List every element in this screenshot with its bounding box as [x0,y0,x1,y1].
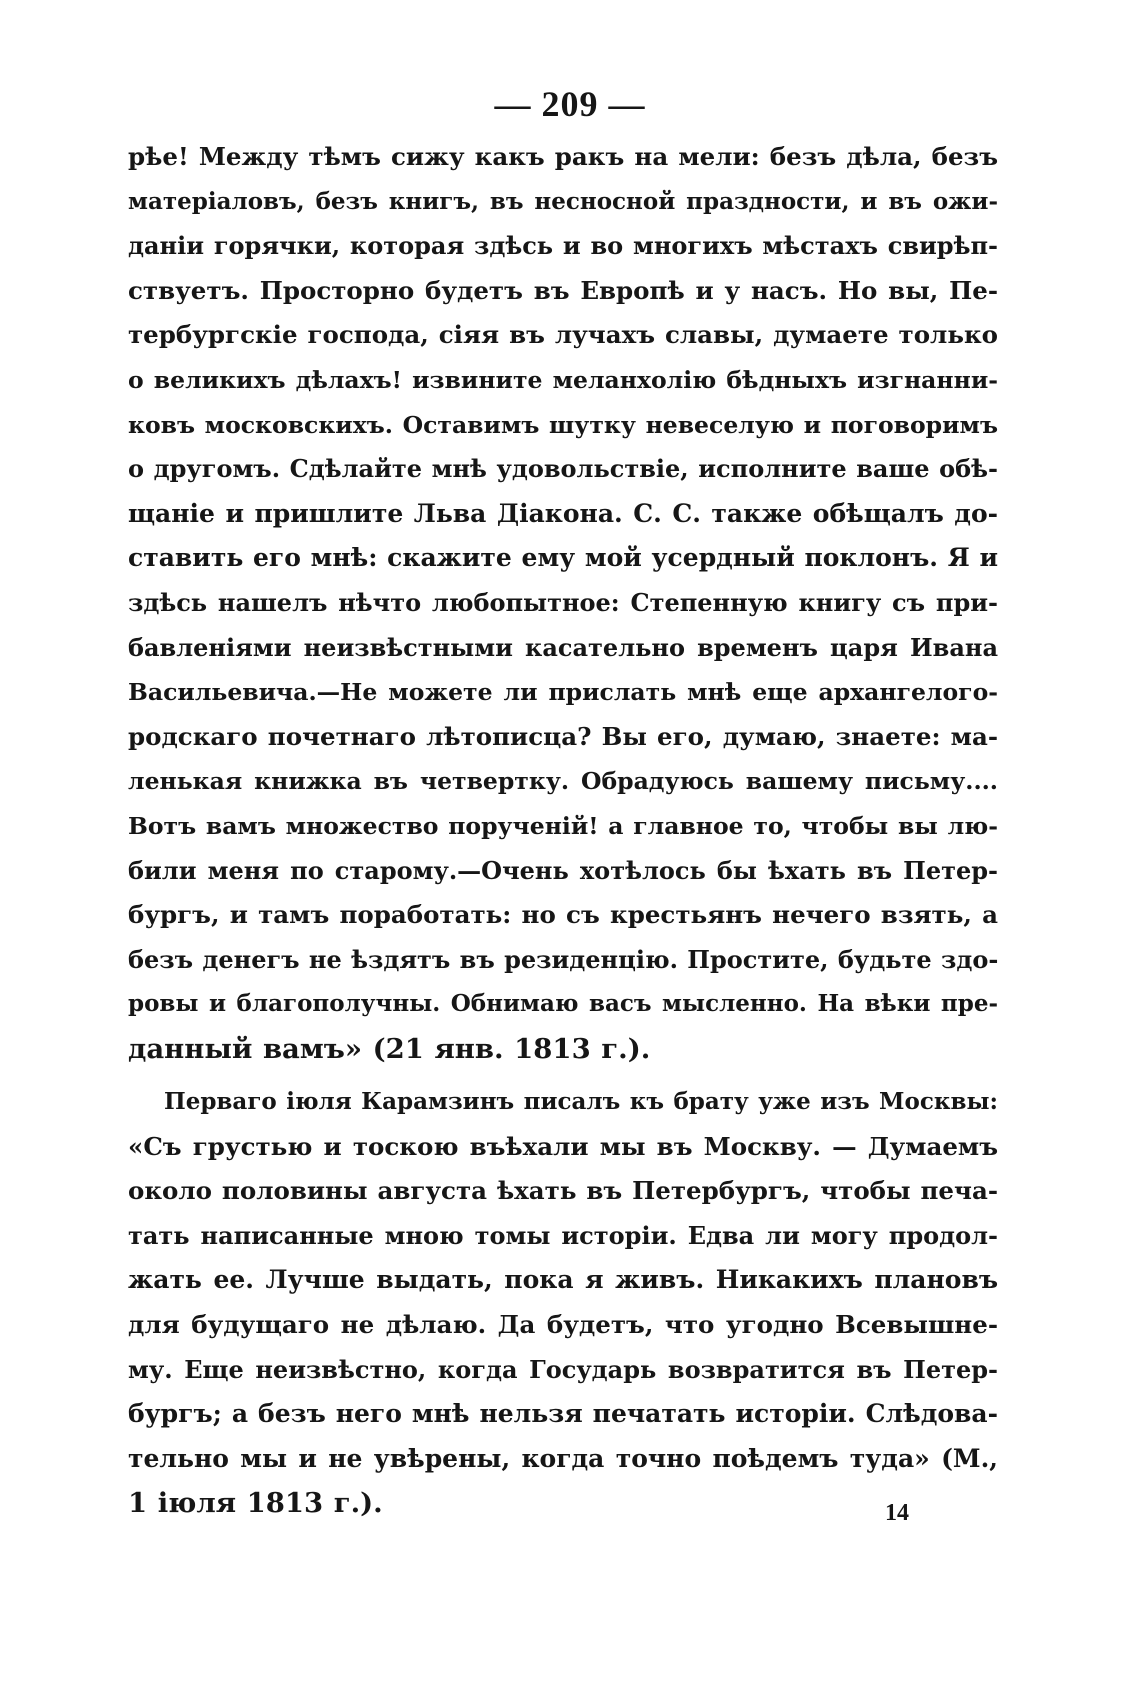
text-line: матеріаловъ, безъ книгъ, въ несносной праздности, и въ ожи- [128,187,998,215]
text-line: ленькая книжка въ четвертку. Обрадуюсь вашему письму.... [128,767,998,796]
text-line: тельно мы и не увѣрены, когда точно поѣдемъ туда» (М., [128,1443,998,1473]
text-line: здѣсь нашелъ нѣчто любопытное: Степенную книгу съ при- [128,587,998,617]
text-line: безъ денегъ не ѣздятъ въ резиденцію. Простите, будьте здо- [128,944,999,974]
page-number-header: — 209 — [494,84,646,124]
text-line: ковъ московскихъ. Оставимъ шутку невеселую и поговоримъ [128,410,998,439]
text-line: тать написанные мною томы исторіи. Едва ли могу продол- [128,1220,998,1250]
text-line: ствуетъ. Просторно будетъ въ Европѣ и у насъ. Но вы, Пе- [128,275,998,305]
text-line: бургъ, и тамъ поработать: но съ крестьянъ нечего взять, а [128,900,998,930]
text-line: даніи горячки, которая здѣсь и во многихъ мѣстахъ свирѣп- [128,231,998,261]
text-line: били меня по старому.—Очень хотѣлось бы ѣхать въ Петер- [128,855,998,885]
narrative-paragraph [128,1080,998,1526]
text-line: Васильевича.—Не можете ли прислать мнѣ еще архангелого- [128,678,998,707]
text-line: щаніе и пришлите Льва Діакона. С. С. также обѣщалъ до- [128,498,998,528]
text-line: «Съ грустью и тоскою въѣхали мы въ Москву. — Думаемъ [128,1131,998,1161]
text-line: бургъ; а безъ него мнѣ нельзя печатать исторіи. Слѣдова- [128,1399,998,1429]
text-line: жать ее. Лучше выдать, пока я живъ. Никакихъ плановъ [128,1265,998,1295]
text-line: ставить его мнѣ: скажите ему мой усердный поклонъ. Я и [128,543,998,573]
text-line: тербургскіе господа, сіяя въ лучахъ славы, думаете только [128,320,998,350]
text-line: ровы и благополучны. Обнимаю васъ мысленно. На вѣки пре- [128,990,998,1018]
text-line: около половины августа ѣхать въ Петербургъ, чтобы печа- [128,1176,998,1206]
signature-mark: 14 [885,1500,909,1526]
text-line: бавленіями неизвѣстными касательно временъ царя Ивана [128,632,998,662]
text-line: 1 іюля 1813 г.). [128,1487,383,1520]
text-line: рѣе! Между тѣмъ сижу какъ ракъ на мели: безъ дѣла, безъ [128,142,998,171]
text-line: для будущаго не дѣлаю. Да будетъ, что угодно Всевышне- [128,1309,998,1339]
text-line: Вотъ вамъ множество порученій! а главное то, чтобы вы лю- [128,811,998,840]
text-line: му. Еще неизвѣстно, когда Государь возвратится въ Петер- [128,1354,998,1384]
text-line: родскаго почетнаго лѣтописца? Вы его, думаю, знаете: ма- [128,721,998,751]
text-line: данный вамъ» (21 янв. 1813 г.). [128,1032,651,1065]
text-line: о великихъ дѣлахъ! извините меланхолію бѣдныхъ изгнанни- [128,365,998,394]
letter-paragraph [128,135,998,1071]
text-line: о другомъ. Сдѣлайте мнѣ удовольствіе, исполните ваше обѣ- [128,454,998,484]
text-line: Перваго іюля Карамзинъ писалъ къ брату уже изъ Москвы: [164,1088,998,1115]
